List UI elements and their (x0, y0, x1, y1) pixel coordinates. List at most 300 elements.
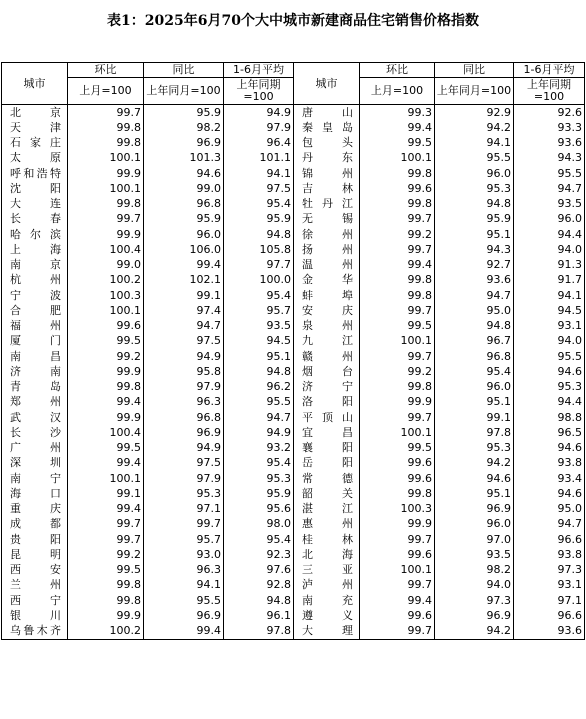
left-mom-cell: 99.9 (68, 227, 144, 242)
left-yoy-cell: 95.9 (144, 105, 224, 121)
left-avg-cell: 97.9 (224, 120, 294, 135)
right-mom-cell: 99.2 (360, 364, 435, 379)
right-city-cell: 湛 江 (294, 502, 360, 517)
right-yoy-cell: 95.9 (435, 212, 514, 227)
header-yoy-left: 同比 (144, 63, 224, 78)
right-city-cell: 九 江 (294, 334, 360, 349)
right-avg-cell: 91.7 (514, 273, 585, 288)
left-city-cell: 南 昌 (2, 349, 68, 364)
left-mom-cell: 99.8 (68, 120, 144, 135)
table-row (2, 486, 585, 501)
table-row (2, 502, 585, 517)
right-mom-cell: 99.2 (360, 227, 435, 242)
left-city-cell: 宁 波 (2, 288, 68, 303)
left-yoy-cell: 95.7 (144, 532, 224, 547)
right-mom-cell: 99.5 (360, 441, 435, 456)
right-mom-cell: 99.8 (360, 486, 435, 501)
right-avg-cell: 93.6 (514, 136, 585, 151)
left-yoy-cell: 94.1 (144, 578, 224, 593)
right-yoy-cell: 96.9 (435, 502, 514, 517)
table-row (2, 395, 585, 410)
right-yoy-cell: 95.5 (435, 151, 514, 166)
left-mom-cell: 100.1 (68, 303, 144, 318)
table-row (2, 136, 585, 151)
table-row (2, 364, 585, 379)
left-city-cell: 银 川 (2, 608, 68, 623)
left-mom-cell: 99.9 (68, 364, 144, 379)
right-yoy-cell: 92.9 (435, 105, 514, 121)
left-yoy-cell: 99.7 (144, 517, 224, 532)
left-avg-cell: 95.4 (224, 456, 294, 471)
left-avg-cell: 97.5 (224, 181, 294, 196)
left-yoy-cell: 98.2 (144, 120, 224, 135)
left-city-cell: 贵 阳 (2, 532, 68, 547)
left-city-cell: 武 汉 (2, 410, 68, 425)
right-city-cell: 南 充 (294, 593, 360, 608)
left-city-cell: 重 庆 (2, 502, 68, 517)
left-yoy-cell: 102.1 (144, 273, 224, 288)
left-avg-cell: 95.4 (224, 288, 294, 303)
left-city-cell: 深 圳 (2, 456, 68, 471)
right-yoy-cell: 94.2 (435, 624, 514, 640)
table-row (2, 441, 585, 456)
right-avg-cell: 94.1 (514, 288, 585, 303)
left-mom-cell: 99.8 (68, 380, 144, 395)
right-mom-cell: 100.1 (360, 151, 435, 166)
left-yoy-cell: 94.9 (144, 441, 224, 456)
right-avg-cell: 94.4 (514, 227, 585, 242)
left-mom-cell: 99.8 (68, 197, 144, 212)
right-yoy-cell: 94.2 (435, 456, 514, 471)
right-city-cell: 锦 州 (294, 166, 360, 181)
right-yoy-cell: 95.1 (435, 227, 514, 242)
table-row (2, 166, 585, 181)
header-mom-right: 环比 (360, 63, 435, 78)
left-city-cell: 青 岛 (2, 380, 68, 395)
left-city-cell: 厦 门 (2, 334, 68, 349)
right-mom-cell: 99.7 (360, 242, 435, 257)
left-avg-cell: 100.0 (224, 273, 294, 288)
left-avg-cell: 97.7 (224, 258, 294, 273)
table-row (2, 258, 585, 273)
table-row (2, 547, 585, 562)
right-mom-cell: 99.8 (360, 288, 435, 303)
right-mom-cell: 99.3 (360, 105, 435, 121)
left-avg-cell: 95.4 (224, 532, 294, 547)
header-city-left: 城市 (2, 63, 68, 105)
right-avg-cell: 94.7 (514, 517, 585, 532)
right-yoy-cell: 96.8 (435, 349, 514, 364)
table-row (2, 212, 585, 227)
table-row (2, 273, 585, 288)
right-avg-cell: 93.5 (514, 197, 585, 212)
right-city-cell: 济 宁 (294, 380, 360, 395)
right-avg-cell: 94.6 (514, 486, 585, 501)
left-mom-cell: 99.9 (68, 166, 144, 181)
right-mom-cell: 99.5 (360, 136, 435, 151)
right-avg-cell: 93.1 (514, 319, 585, 334)
left-yoy-cell: 96.3 (144, 395, 224, 410)
right-city-cell: 蚌 埠 (294, 288, 360, 303)
right-mom-cell: 99.7 (360, 624, 435, 640)
left-mom-cell: 99.7 (68, 532, 144, 547)
left-yoy-cell: 95.9 (144, 212, 224, 227)
left-city-cell: 南 宁 (2, 471, 68, 486)
header-avg-base-left: 上年同期=100 (224, 78, 294, 105)
right-city-cell: 唐 山 (294, 105, 360, 121)
left-city-cell: 上 海 (2, 242, 68, 257)
left-city-cell: 福 州 (2, 319, 68, 334)
left-city-cell: 天 津 (2, 120, 68, 135)
left-city-cell: 广 州 (2, 441, 68, 456)
right-mom-cell: 100.1 (360, 334, 435, 349)
right-city-cell: 惠 州 (294, 517, 360, 532)
left-avg-cell: 94.8 (224, 227, 294, 242)
table-row (2, 563, 585, 578)
right-city-cell: 金 华 (294, 273, 360, 288)
right-mom-cell: 99.4 (360, 120, 435, 135)
left-yoy-cell: 94.7 (144, 319, 224, 334)
header-mom-base-left: 上月=100 (68, 78, 144, 105)
right-avg-cell: 95.0 (514, 502, 585, 517)
table-row (2, 197, 585, 212)
right-mom-cell: 99.8 (360, 166, 435, 181)
right-city-cell: 包 头 (294, 136, 360, 151)
right-avg-cell: 97.3 (514, 563, 585, 578)
right-yoy-cell: 95.1 (435, 395, 514, 410)
left-mom-cell: 100.2 (68, 273, 144, 288)
left-yoy-cell: 95.8 (144, 364, 224, 379)
right-yoy-cell: 96.0 (435, 166, 514, 181)
left-yoy-cell: 97.1 (144, 502, 224, 517)
right-mom-cell: 99.7 (360, 303, 435, 318)
price-index-table-wrap (1, 62, 584, 640)
right-avg-cell: 95.5 (514, 166, 585, 181)
left-city-cell: 大 连 (2, 197, 68, 212)
right-yoy-cell: 96.9 (435, 608, 514, 623)
right-mom-cell: 99.6 (360, 471, 435, 486)
table-row (2, 303, 585, 318)
left-mom-cell: 99.7 (68, 105, 144, 121)
left-city-cell: 杭 州 (2, 273, 68, 288)
right-avg-cell: 93.1 (514, 578, 585, 593)
right-avg-cell: 94.3 (514, 151, 585, 166)
right-mom-cell: 99.8 (360, 380, 435, 395)
table-row (2, 593, 585, 608)
left-mom-cell: 99.2 (68, 547, 144, 562)
left-mom-cell: 99.9 (68, 608, 144, 623)
right-yoy-cell: 93.6 (435, 273, 514, 288)
left-avg-cell: 94.7 (224, 410, 294, 425)
left-avg-cell: 92.8 (224, 578, 294, 593)
left-avg-cell: 96.1 (224, 608, 294, 623)
table-row (2, 120, 585, 135)
table-row (2, 105, 585, 121)
left-mom-cell: 99.7 (68, 212, 144, 227)
left-yoy-cell: 94.9 (144, 349, 224, 364)
right-mom-cell: 99.9 (360, 395, 435, 410)
left-mom-cell: 99.4 (68, 502, 144, 517)
right-yoy-cell: 96.0 (435, 517, 514, 532)
header-mom-left: 环比 (68, 63, 144, 78)
right-yoy-cell: 98.2 (435, 563, 514, 578)
right-mom-cell: 99.8 (360, 273, 435, 288)
right-avg-cell: 94.6 (514, 441, 585, 456)
right-mom-cell: 99.8 (360, 197, 435, 212)
right-avg-cell: 96.6 (514, 532, 585, 547)
left-city-cell: 郑 州 (2, 395, 68, 410)
header-avg-base-right: 上年同期=100 (514, 78, 585, 105)
left-avg-cell: 95.3 (224, 471, 294, 486)
left-city-cell: 北 京 (2, 105, 68, 121)
left-city-cell: 哈尔滨 (2, 227, 68, 242)
right-city-cell: 徐 州 (294, 227, 360, 242)
left-avg-cell: 96.2 (224, 380, 294, 395)
left-yoy-cell: 99.1 (144, 288, 224, 303)
right-mom-cell: 99.6 (360, 547, 435, 562)
right-yoy-cell: 95.3 (435, 441, 514, 456)
left-yoy-cell: 96.0 (144, 227, 224, 242)
right-yoy-cell: 96.7 (435, 334, 514, 349)
left-yoy-cell: 96.8 (144, 410, 224, 425)
table-row (2, 227, 585, 242)
right-city-cell: 宜 昌 (294, 425, 360, 440)
left-city-cell: 海 口 (2, 486, 68, 501)
right-mom-cell: 99.7 (360, 212, 435, 227)
right-avg-cell: 95.3 (514, 380, 585, 395)
left-avg-cell: 94.5 (224, 334, 294, 349)
left-avg-cell: 94.1 (224, 166, 294, 181)
right-avg-cell: 94.6 (514, 364, 585, 379)
left-avg-cell: 98.0 (224, 517, 294, 532)
left-city-cell: 济 南 (2, 364, 68, 379)
table-row (2, 578, 585, 593)
left-mom-cell: 99.4 (68, 395, 144, 410)
left-yoy-cell: 106.0 (144, 242, 224, 257)
left-mom-cell: 100.4 (68, 425, 144, 440)
table-row (2, 288, 585, 303)
table-body (2, 105, 585, 640)
right-yoy-cell: 97.3 (435, 593, 514, 608)
left-city-cell: 呼和浩特 (2, 166, 68, 181)
right-avg-cell: 94.0 (514, 242, 585, 257)
right-city-cell: 平顶山 (294, 410, 360, 425)
header-yoy-base-left: 上年同月=100 (144, 78, 224, 105)
right-yoy-cell: 94.3 (435, 242, 514, 257)
left-yoy-cell: 95.3 (144, 486, 224, 501)
right-city-cell: 常 德 (294, 471, 360, 486)
left-yoy-cell: 95.5 (144, 593, 224, 608)
left-mom-cell: 99.2 (68, 349, 144, 364)
right-avg-cell: 93.8 (514, 456, 585, 471)
right-mom-cell: 100.1 (360, 563, 435, 578)
right-city-cell: 遵 义 (294, 608, 360, 623)
right-city-cell: 三 亚 (294, 563, 360, 578)
right-mom-cell: 100.1 (360, 425, 435, 440)
left-mom-cell: 99.5 (68, 441, 144, 456)
right-city-cell: 秦皇岛 (294, 120, 360, 135)
left-avg-cell: 94.9 (224, 425, 294, 440)
left-yoy-cell: 101.3 (144, 151, 224, 166)
right-city-cell: 牡丹江 (294, 197, 360, 212)
left-avg-cell: 95.6 (224, 502, 294, 517)
right-city-cell: 吉 林 (294, 181, 360, 196)
table-row (2, 319, 585, 334)
price-index-table (1, 62, 585, 640)
right-yoy-cell: 95.4 (435, 364, 514, 379)
left-yoy-cell: 93.0 (144, 547, 224, 562)
left-avg-cell: 96.4 (224, 136, 294, 151)
table-row (2, 181, 585, 196)
left-city-cell: 西 宁 (2, 593, 68, 608)
right-yoy-cell: 96.0 (435, 380, 514, 395)
left-mom-cell: 99.8 (68, 136, 144, 151)
header-city-right: 城市 (294, 63, 360, 105)
right-city-cell: 洛 阳 (294, 395, 360, 410)
left-avg-cell: 105.8 (224, 242, 294, 257)
table-row (2, 517, 585, 532)
table-row (2, 242, 585, 257)
left-city-cell: 南 京 (2, 258, 68, 273)
left-city-cell: 兰 州 (2, 578, 68, 593)
left-mom-cell: 100.3 (68, 288, 144, 303)
right-avg-cell: 94.7 (514, 181, 585, 196)
left-avg-cell: 95.5 (224, 395, 294, 410)
left-mom-cell: 99.6 (68, 319, 144, 334)
right-avg-cell: 94.5 (514, 303, 585, 318)
right-yoy-cell: 93.5 (435, 547, 514, 562)
left-mom-cell: 100.1 (68, 151, 144, 166)
left-city-cell: 沈 阳 (2, 181, 68, 196)
right-city-cell: 赣 州 (294, 349, 360, 364)
left-mom-cell: 100.1 (68, 471, 144, 486)
table-row (2, 349, 585, 364)
right-city-cell: 襄 阳 (294, 441, 360, 456)
left-mom-cell: 99.4 (68, 456, 144, 471)
left-mom-cell: 99.9 (68, 410, 144, 425)
left-avg-cell: 97.8 (224, 624, 294, 640)
table-row (2, 410, 585, 425)
right-city-cell: 北 海 (294, 547, 360, 562)
right-avg-cell: 96.5 (514, 425, 585, 440)
table-row (2, 380, 585, 395)
left-yoy-cell: 96.9 (144, 608, 224, 623)
right-mom-cell: 99.4 (360, 593, 435, 608)
right-city-cell: 温 州 (294, 258, 360, 273)
left-mom-cell: 99.5 (68, 334, 144, 349)
left-city-cell: 乌鲁木齐 (2, 624, 68, 640)
right-yoy-cell: 94.1 (435, 136, 514, 151)
left-avg-cell: 95.9 (224, 212, 294, 227)
right-avg-cell: 96.0 (514, 212, 585, 227)
right-mom-cell: 100.3 (360, 502, 435, 517)
left-avg-cell: 95.7 (224, 303, 294, 318)
right-avg-cell: 96.6 (514, 608, 585, 623)
left-yoy-cell: 99.4 (144, 258, 224, 273)
left-city-cell: 合 肥 (2, 303, 68, 318)
right-mom-cell: 99.7 (360, 410, 435, 425)
left-mom-cell: 100.1 (68, 181, 144, 196)
left-city-cell: 成 都 (2, 517, 68, 532)
right-avg-cell: 94.0 (514, 334, 585, 349)
left-mom-cell: 100.2 (68, 624, 144, 640)
right-avg-cell: 93.8 (514, 547, 585, 562)
header-yoy-base-right: 上年同月=100 (435, 78, 514, 105)
left-mom-cell: 99.5 (68, 563, 144, 578)
right-avg-cell: 92.6 (514, 105, 585, 121)
header-avg-right: 1-6月平均 (514, 63, 585, 78)
left-yoy-cell: 97.4 (144, 303, 224, 318)
right-yoy-cell: 92.7 (435, 258, 514, 273)
left-yoy-cell: 99.4 (144, 624, 224, 640)
right-yoy-cell: 97.0 (435, 532, 514, 547)
left-mom-cell: 99.0 (68, 258, 144, 273)
right-city-cell: 泸 州 (294, 578, 360, 593)
left-yoy-cell: 96.8 (144, 197, 224, 212)
right-mom-cell: 99.6 (360, 456, 435, 471)
left-yoy-cell: 96.9 (144, 136, 224, 151)
right-city-cell: 泉 州 (294, 319, 360, 334)
left-yoy-cell: 97.9 (144, 471, 224, 486)
left-mom-cell: 100.4 (68, 242, 144, 257)
left-yoy-cell: 97.9 (144, 380, 224, 395)
right-yoy-cell: 95.3 (435, 181, 514, 196)
table-row (2, 471, 585, 486)
left-avg-cell: 93.5 (224, 319, 294, 334)
left-city-cell: 昆 明 (2, 547, 68, 562)
left-city-cell: 太 原 (2, 151, 68, 166)
right-avg-cell: 93.4 (514, 471, 585, 486)
page-title: 表1：2025年6月70个大中城市新建商品住宅销售价格指数 (107, 13, 479, 29)
left-mom-cell: 99.7 (68, 517, 144, 532)
left-avg-cell: 93.2 (224, 441, 294, 456)
right-mom-cell: 99.7 (360, 578, 435, 593)
right-mom-cell: 99.5 (360, 319, 435, 334)
left-yoy-cell: 97.5 (144, 456, 224, 471)
left-yoy-cell: 96.3 (144, 563, 224, 578)
header-avg-left: 1-6月平均 (224, 63, 294, 78)
left-avg-cell: 92.3 (224, 547, 294, 562)
header-yoy-right: 同比 (435, 63, 514, 78)
left-mom-cell: 99.8 (68, 593, 144, 608)
right-yoy-cell: 97.8 (435, 425, 514, 440)
left-avg-cell: 94.9 (224, 105, 294, 121)
right-avg-cell: 97.1 (514, 593, 585, 608)
right-mom-cell: 99.6 (360, 608, 435, 623)
right-city-cell: 韶 关 (294, 486, 360, 501)
table-row (2, 624, 585, 640)
right-city-cell: 安 庆 (294, 303, 360, 318)
left-city-cell: 长 春 (2, 212, 68, 227)
left-avg-cell: 95.4 (224, 197, 294, 212)
right-yoy-cell: 99.1 (435, 410, 514, 425)
left-city-cell: 西 安 (2, 563, 68, 578)
right-yoy-cell: 94.8 (435, 319, 514, 334)
right-avg-cell: 93.6 (514, 624, 585, 640)
right-avg-cell: 95.5 (514, 349, 585, 364)
left-avg-cell: 97.6 (224, 563, 294, 578)
left-avg-cell: 101.1 (224, 151, 294, 166)
right-mom-cell: 99.7 (360, 349, 435, 364)
table-row (2, 532, 585, 547)
left-yoy-cell: 94.6 (144, 166, 224, 181)
left-avg-cell: 95.9 (224, 486, 294, 501)
right-mom-cell: 99.9 (360, 517, 435, 532)
left-avg-cell: 94.8 (224, 593, 294, 608)
right-city-cell: 桂 林 (294, 532, 360, 547)
right-city-cell: 丹 东 (294, 151, 360, 166)
right-city-cell: 大 理 (294, 624, 360, 640)
